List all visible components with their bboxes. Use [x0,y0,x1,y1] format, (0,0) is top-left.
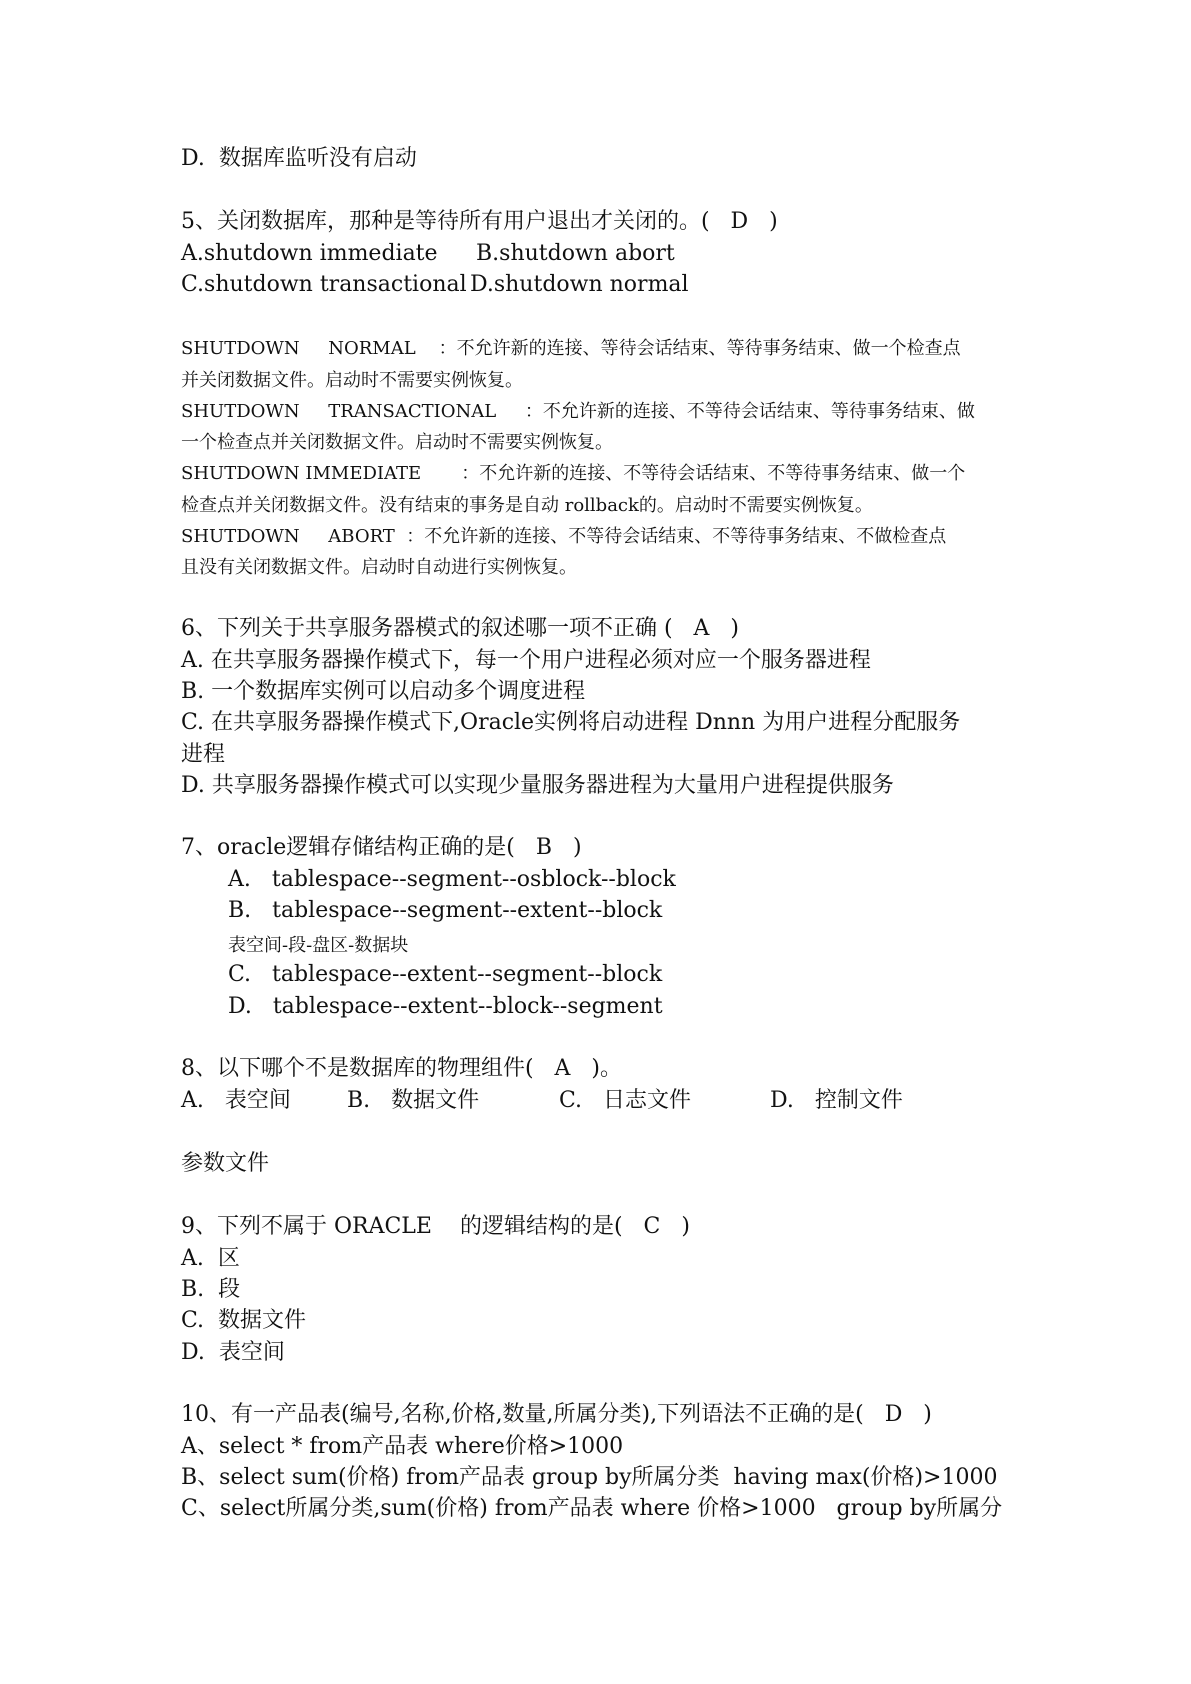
q5-note-line: SHUTDOWN NORMAL ：不允许新的连接、等待会话结束、等待事务结束、做一个检查点 [181,338,961,359]
q9-option-c: C. 数据文件 [181,1308,307,1333]
q8-option-c: C. 日志文件 [559,1088,692,1113]
q9-option-a: A. 区 [181,1246,240,1271]
q8-question: 8、以下哪个不是数据库的物理组件( A )。 [181,1056,623,1081]
q6-option-d: D. 共享服务器操作模式可以实现少量服务器进程为大量用户进程提供服务 [181,773,894,798]
q9-question: 9、下列不属于 ORACLE 的逻辑结构的是( C ) [181,1214,690,1239]
q5-option-b: B.shutdown abort [476,241,675,266]
q5-note-line: 且没有关闭数据文件。启动时自动进行实例恢复。 [181,557,577,578]
q6-question: 6、下列关于共享服务器模式的叙述哪一项不正确 ( A ) [181,616,740,641]
q5-option-a: A.shutdown immediate [181,241,438,266]
q5-question: 5、关闭数据库，那种是等待所有用户退出才关闭的。( D ) [181,209,778,234]
q10-option-c: C、select所属分类,sum(价格) from产品表 where 价格>1000 group by所属分 [181,1496,1003,1521]
q7-option-c: C. tablespace--extent--segment--block [228,962,663,987]
q9-option-d: D. 表空间 [181,1340,285,1365]
q10-question: 10、有一产品表(编号,名称,价格,数量,所属分类),下列语法不正确的是( D ) [181,1402,932,1427]
q6-option-c: C. 在共享服务器操作模式下,Oracle实例将启动进程 Dnnn 为用户进程分配服务 [181,710,961,735]
q9-option-b: B. 段 [181,1277,241,1302]
q5-note-line: SHUTDOWN ABORT ：不允许新的连接、不等待会话结束、不等待事务结束、不做检查点 [181,526,947,547]
q8-option-d: D. 控制文件 [770,1088,903,1113]
q4-option-d: D. 数据库监听没有启动 [181,146,417,171]
q5-option-d: D.shutdown normal [470,272,689,297]
q5-option-c: C.shutdown transactional [181,272,467,297]
q6-option-b: B. 一个数据库实例可以启动多个调度进程 [181,679,586,704]
q6-option-c-cont: 进程 [181,742,226,767]
q10-option-a: A、select * from产品表 where价格>1000 [181,1434,624,1459]
q7-question: 7、oracle逻辑存储结构正确的是( B ) [181,835,582,860]
q7-option-d: D. tablespace--extent--block--segment [228,994,663,1019]
q5-note-line: 检查点并关闭数据文件。没有结束的事务是自动 rollback的。启动时不需要实例恢复。 [181,495,873,516]
q7-option-a: A. tablespace--segment--osblock--block [228,867,676,892]
q5-note-line: 一个检查点并关闭数据文件。启动时不需要实例恢复。 [181,432,613,453]
q8-note: 参数文件 [181,1151,270,1176]
q5-note-line: SHUTDOWN IMMEDIATE ：不允许新的连接、不等待会话结束、不等待事务结束、做一个 [181,463,966,484]
q7-note: 表空间-段-盘区-数据块 [228,935,409,956]
q10-option-b: B、select sum(价格) from产品表 group by所属分类 having max(价格)>1000 [181,1465,998,1490]
q6-option-a: A. 在共享服务器操作模式下，每一个用户进程必须对应一个服务器进程 [181,648,871,673]
q5-note-line: 并关闭数据文件。启动时不需要实例恢复。 [181,370,523,391]
q7-option-b: B. tablespace--segment--extent--block [228,898,663,923]
q5-note-line: SHUTDOWN TRANSACTIONAL ：不允许新的连接、不等待会话结束、等待事务结束、做 [181,401,975,422]
q8-option-a: A. 表空间 [181,1088,291,1113]
q8-option-b: B. 数据文件 [347,1088,480,1113]
